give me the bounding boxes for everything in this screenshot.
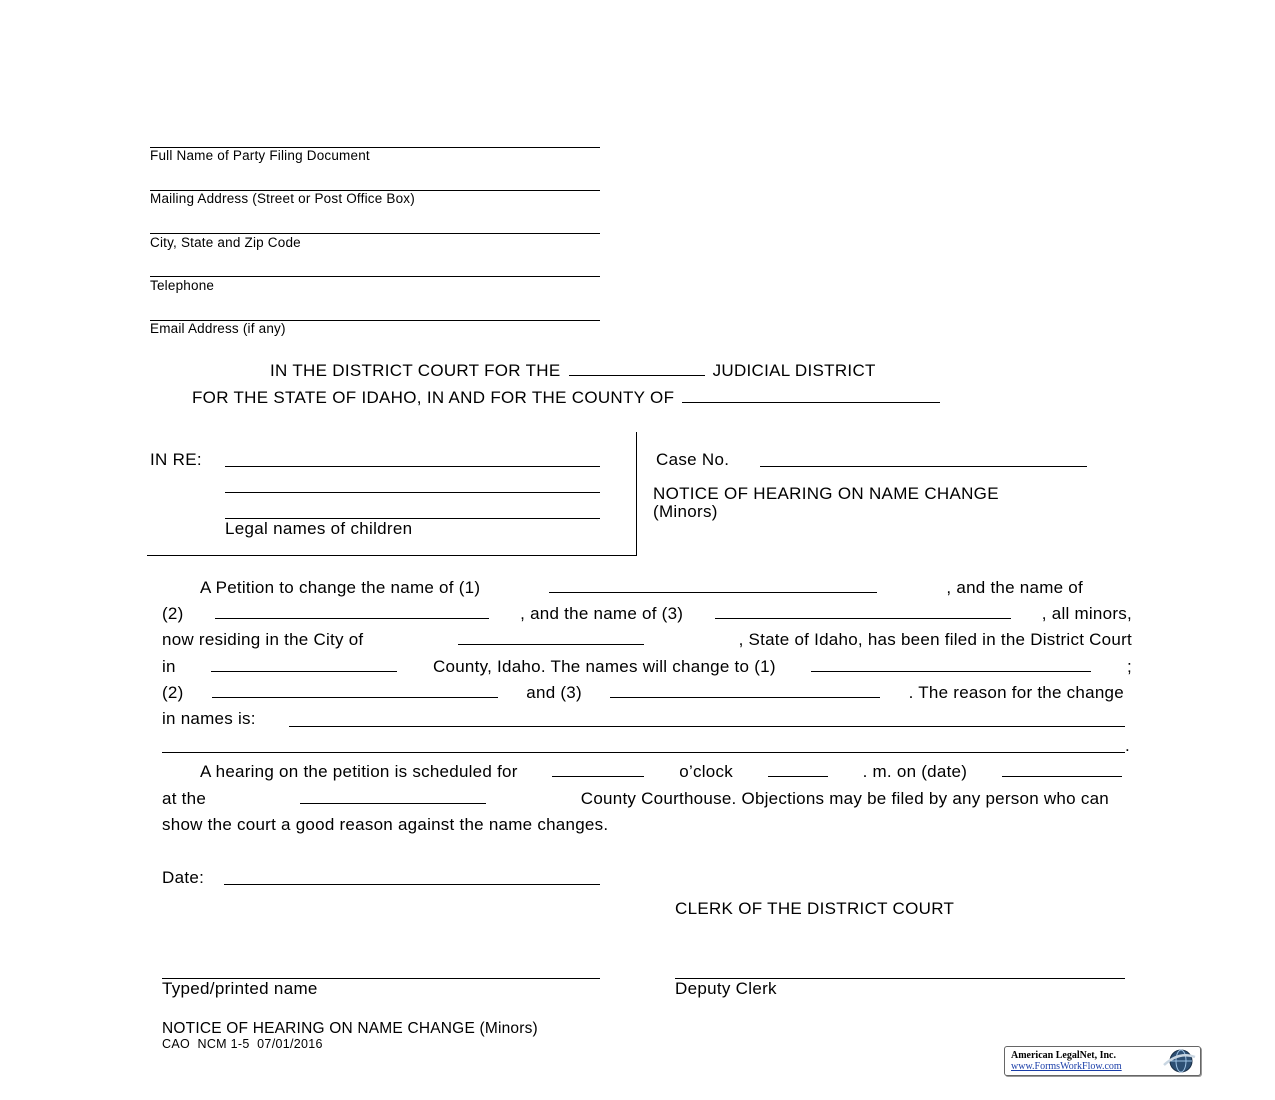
child3-new-name-blank[interactable]	[610, 683, 880, 698]
deputy-clerk-label: Deputy Clerk	[675, 979, 777, 998]
p1-line1-text-a: A Petition to change the name of (1)	[200, 578, 481, 597]
document-subtitle: (Minors)	[653, 502, 718, 521]
reason-line-1[interactable]	[289, 726, 1125, 727]
p1-line5-text-c: . The reason for the change	[908, 683, 1124, 702]
typed-name-label: Typed/printed name	[162, 979, 318, 998]
child1-current-name-blank[interactable]	[549, 578, 877, 593]
child2-current-name-blank[interactable]	[215, 604, 489, 619]
court-heading-line1	[270, 361, 876, 381]
city-state-zip-line[interactable]	[150, 233, 600, 234]
p1-line3-text-a: now residing in the City of	[162, 630, 364, 649]
am-pm-blank[interactable]	[768, 762, 828, 777]
children-label: Legal names of children	[225, 519, 413, 538]
court-heading-line1-start: IN THE DISTRICT COURT FOR THE	[270, 361, 561, 380]
court-heading-line1-end: JUDICIAL DISTRICT	[712, 361, 876, 380]
p1-line2-text-c: , all minors,	[1041, 604, 1132, 623]
p1-line4-text-a: in	[162, 657, 176, 676]
city-state-zip-label: City, State and Zip Code	[150, 235, 301, 250]
clerk-title: CLERK OF THE DISTRICT COURT	[675, 899, 955, 918]
court-heading-line2	[192, 388, 943, 408]
full-name-label: Full Name of Party Filing Document	[150, 148, 370, 163]
reason-line-end: .	[1125, 736, 1130, 755]
p1-line4-text-b: County, Idaho. The names will change to (1)	[432, 657, 776, 676]
in-re-name-line-1[interactable]	[225, 466, 600, 467]
paragraph2-line3: show the court a good reason against the name changes.	[162, 815, 609, 834]
paragraph1-line2	[162, 604, 1132, 624]
date-line[interactable]	[224, 884, 600, 885]
city-blank[interactable]	[458, 630, 644, 645]
paragraph1-line4	[162, 657, 1132, 677]
hearing-hour-blank[interactable]	[552, 762, 644, 777]
footer-form-code: CAO NCM 1-5 07/01/2016	[162, 1037, 323, 1051]
document-title: NOTICE OF HEARING ON NAME CHANGE	[653, 484, 999, 503]
courthouse-county-blank[interactable]	[300, 789, 486, 804]
paragraph2-line2	[162, 789, 1109, 809]
county-name-blank[interactable]	[211, 657, 397, 672]
p2-line1-text-a: A hearing on the petition is scheduled for	[200, 762, 518, 781]
caption-bottom-rule	[147, 555, 637, 556]
child1-new-name-blank[interactable]	[811, 657, 1091, 672]
reason-line-2[interactable]	[162, 752, 1125, 753]
p1-line6-text-a: in names is:	[162, 709, 256, 728]
caption-divider	[636, 432, 637, 556]
p1-line1-text-b: , and the name of	[946, 578, 1083, 597]
county-blank[interactable]	[682, 388, 940, 403]
paragraph1-line3	[162, 630, 1132, 650]
footer-form-title: NOTICE OF HEARING ON NAME CHANGE (Minors)	[162, 1020, 538, 1037]
case-no-label: Case No.	[656, 450, 730, 469]
hearing-date-blank[interactable]	[1002, 762, 1122, 777]
paragraph2-line1	[200, 762, 1125, 782]
date-label: Date:	[162, 868, 205, 887]
p2-line2-text-b: County Courthouse. Objections may be filed by any person who can	[580, 789, 1109, 808]
vendor-company: American LegalNet, Inc.	[1011, 1050, 1116, 1061]
case-no-line[interactable]	[760, 466, 1087, 467]
p1-line3-text-b: , State of Idaho, has been filed in the District Court	[738, 630, 1132, 649]
mailing-address-label: Mailing Address (Street or Post Office Box)	[150, 191, 415, 206]
court-heading-line2-text: FOR THE STATE OF IDAHO, IN AND FOR THE COUNTY OF	[192, 388, 675, 407]
child3-current-name-blank[interactable]	[715, 604, 1011, 619]
vendor-badge[interactable]	[1004, 1046, 1201, 1076]
vendor-url[interactable]: www.FormsWorkFlow.com	[1011, 1061, 1122, 1072]
p1-line2-text-a: (2)	[162, 604, 184, 623]
p2-line1-text-b: o’clock	[679, 762, 733, 781]
in-re-label: IN RE:	[150, 450, 202, 469]
p1-line2-text-b: , and the name of (3)	[520, 604, 684, 623]
telephone-line[interactable]	[150, 276, 600, 277]
judicial-district-blank[interactable]	[569, 361, 705, 376]
in-re-name-line-2[interactable]	[225, 492, 600, 493]
telephone-label: Telephone	[150, 278, 215, 293]
p2-line2-text-a: at the	[162, 789, 207, 808]
p2-line1-text-c: . m. on (date)	[862, 762, 968, 781]
paragraph1-line5	[162, 683, 1124, 703]
child2-new-name-blank[interactable]	[212, 683, 498, 698]
p1-line5-text-a: (2)	[162, 683, 184, 702]
paragraph1-line1	[200, 578, 1083, 598]
email-label: Email Address (if any)	[150, 321, 286, 336]
p1-line5-text-b: and (3)	[526, 683, 582, 702]
p1-line4-text-c: ;	[1126, 657, 1132, 676]
globe-logo-icon	[1161, 1048, 1197, 1074]
